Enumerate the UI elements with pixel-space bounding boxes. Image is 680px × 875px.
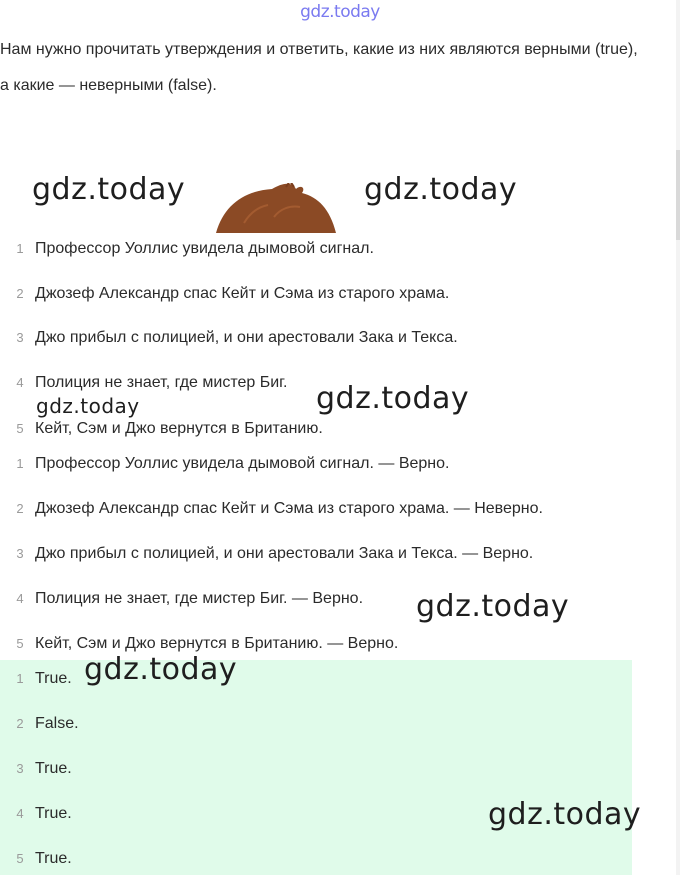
answer-section	[0, 660, 632, 875]
watermark-text: gdz.today	[488, 797, 642, 832]
intro-text: Нам нужно прочитать утверждения и ответить, какие из них являются верными (true), а какие — неверными (false).	[0, 41, 638, 94]
watermark-text: gdz.today	[84, 652, 238, 687]
top-watermark: gdz.today	[300, 2, 380, 22]
item-text: True.	[35, 670, 72, 687]
statement-item	[0, 282, 449, 306]
item-text: Полиция не знает, где мистер Биг.	[35, 374, 288, 391]
answer-item	[0, 802, 72, 826]
item-text: False.	[35, 715, 79, 732]
item-text: True.	[35, 760, 72, 777]
item-number: 1	[16, 456, 24, 471]
item-number: 2	[16, 501, 24, 516]
item-number: 2	[16, 716, 24, 731]
item-text: True.	[35, 805, 72, 822]
answer-item	[0, 847, 72, 871]
answer-item	[0, 712, 79, 736]
item-text: Джо прибыл с полицией, и они арестовали Зака и Текса.	[35, 329, 458, 346]
item-text: Кейт, Сэм и Джо вернутся в Британию. — Верно.	[35, 635, 399, 652]
item-text: Джо прибыл с полицией, и они арестовали Зака и Текса. — Верно.	[35, 545, 534, 562]
statement-item	[0, 326, 458, 350]
watermark-text: gdz.today	[32, 172, 186, 207]
item-number: 4	[16, 806, 24, 821]
item-text: Кейт, Сэм и Джо вернутся в Британию.	[35, 420, 323, 437]
item-text: Профессор Уоллис увидела дымовой сигнал. — Верно.	[35, 455, 450, 472]
item-text: Джозеф Александр спас Кейт и Сэма из старого храма. — Неверно.	[35, 500, 543, 517]
item-number: 4	[16, 375, 24, 390]
translation-item	[0, 497, 543, 521]
item-text: Полиция не знает, где мистер Биг. — Верно.	[35, 590, 364, 607]
scrollbar-track[interactable]	[676, 0, 680, 875]
item-text: True.	[35, 850, 72, 867]
answer-item	[0, 667, 72, 691]
watermark-text: gdz.today	[36, 394, 140, 418]
item-number: 5	[16, 421, 24, 436]
watermark-text: gdz.today	[316, 381, 470, 416]
item-number: 3	[16, 761, 24, 776]
watermark-text: gdz.today	[364, 172, 518, 207]
statement-item	[0, 371, 287, 395]
mascot-icon	[214, 183, 338, 233]
item-text: Профессор Уоллис увидела дымовой сигнал.	[35, 240, 374, 257]
item-number: 5	[16, 851, 24, 866]
item-number: 3	[16, 546, 24, 561]
item-number: 4	[16, 591, 24, 606]
item-number: 3	[16, 330, 24, 345]
scrollbar-thumb[interactable]	[676, 150, 680, 240]
item-number: 5	[16, 636, 24, 651]
statement-item	[0, 237, 374, 261]
item-text: Джозеф Александр спас Кейт и Сэма из старого храма.	[35, 285, 450, 302]
item-number: 1	[16, 671, 24, 686]
translation-item	[0, 587, 363, 611]
item-number: 2	[16, 286, 24, 301]
statement-item	[0, 417, 323, 441]
item-number: 1	[16, 241, 24, 256]
watermark-text: gdz.today	[416, 589, 570, 624]
translation-item	[0, 542, 533, 566]
translation-item	[0, 452, 449, 476]
answer-item	[0, 757, 72, 781]
